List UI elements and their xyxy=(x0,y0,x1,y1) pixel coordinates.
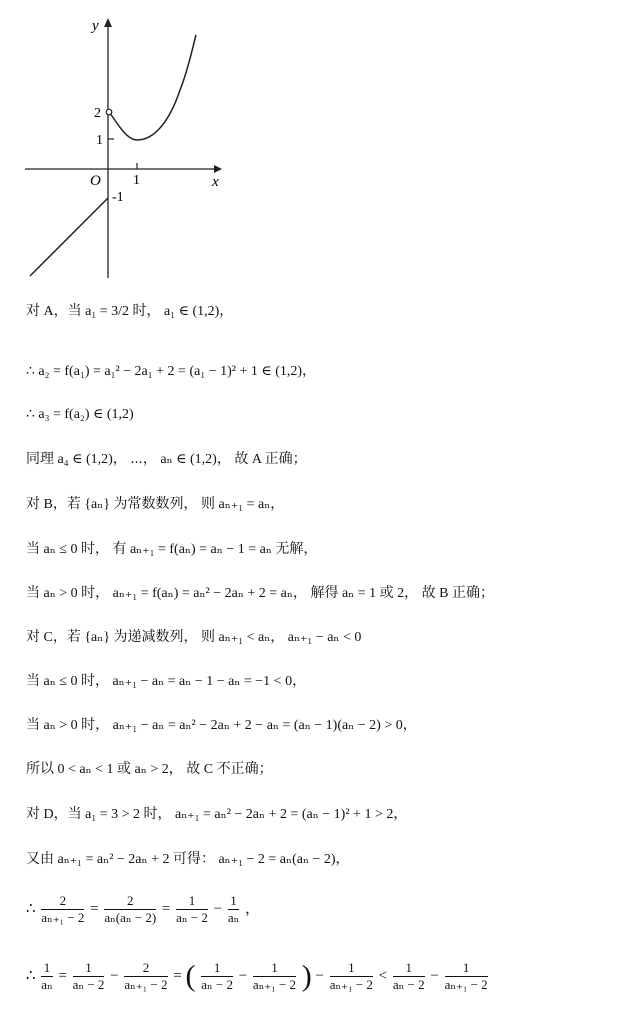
minus-sign: − xyxy=(110,967,119,984)
tick-label-y-2: 2 xyxy=(94,106,101,121)
solution-line-12: 对 D，当 a₁ = 3 > 2 时， aₙ₊₁ = aₙ² − 2aₙ + 2 = (aₙ − 1)² + 1 > 2， xyxy=(26,807,408,822)
solution-line-6: 当 aₙ ≤ 0 时， 有 aₙ₊₁ = f(aₙ) = aₙ − 1 = aₙ 无解， xyxy=(26,542,318,557)
fraction xyxy=(228,893,239,926)
right-paren: ) xyxy=(301,959,312,993)
fraction xyxy=(330,960,373,993)
y-axis-label: y xyxy=(92,18,99,34)
fraction xyxy=(445,960,488,993)
denominator: aₙ xyxy=(41,977,53,992)
origin-label: O xyxy=(90,173,101,189)
less-than-sign: < xyxy=(378,967,388,984)
function-graph xyxy=(20,10,240,285)
open-point xyxy=(106,109,112,115)
fraction-line-2 xyxy=(26,960,490,993)
fraction xyxy=(41,893,84,926)
numerator: 2 xyxy=(124,960,167,977)
fraction xyxy=(201,960,233,993)
tick-label-y-1: 1 xyxy=(96,133,103,148)
numerator: 1 xyxy=(330,960,373,977)
numerator: 1 xyxy=(228,893,239,910)
equals-sign: = xyxy=(173,967,182,984)
denominator: aₙ − 2 xyxy=(176,910,208,925)
denominator: aₙ₊₁ − 2 xyxy=(444,977,488,992)
solution-line-11: 所以 0 < aₙ < 1 或 aₙ > 2， 故 C 不正确； xyxy=(26,762,273,777)
solution-line-8: 对 C，若 {aₙ} 为递减数列， 则 aₙ₊₁ < aₙ， aₙ₊₁ − aₙ < 0 xyxy=(26,630,362,645)
numerator: 2 xyxy=(41,893,84,910)
numerator: 1 xyxy=(176,893,208,910)
solution-line-13: 又由 aₙ₊₁ = aₙ² − 2aₙ + 2 可得： aₙ₊₁ − 2 = aₙ(aₙ − 2)， xyxy=(26,852,350,867)
therefore-symbol: ∴ xyxy=(26,967,36,984)
solution-line-10: 当 aₙ > 0 时， aₙ₊₁ − aₙ = aₙ² − 2aₙ + 2 − aₙ = (aₙ − 1)(aₙ − 2) > 0， xyxy=(26,718,417,733)
numerator: 1 xyxy=(41,960,52,977)
minus-sign: − xyxy=(430,967,439,984)
denominator: aₙ − 2 xyxy=(201,977,233,992)
denominator: aₙ(aₙ − 2) xyxy=(104,910,157,925)
numerator: 1 xyxy=(445,960,488,977)
denominator: aₙ − 2 xyxy=(72,977,105,992)
fraction xyxy=(253,960,296,993)
numerator: 1 xyxy=(253,960,296,977)
parabola-curve xyxy=(110,35,196,140)
x-axis-arrow xyxy=(214,165,222,173)
denominator: aₙ₊₁ − 2 xyxy=(252,977,297,992)
numerator: 2 xyxy=(104,893,156,910)
denominator: aₙ₊₁ − 2 xyxy=(41,910,85,925)
solution-line-1: 对 A，当 a₁ = 3/2 时， a₁ ∈ (1,2)， xyxy=(26,304,234,319)
equals-sign: = xyxy=(58,967,67,984)
fraction-line-1 xyxy=(26,893,260,926)
numerator: 1 xyxy=(393,960,425,977)
denominator: aₙ₊₁ − 2 xyxy=(329,977,373,992)
minus-sign: − xyxy=(315,967,325,984)
denominator: aₙ − 2 xyxy=(392,977,425,992)
left-paren: ( xyxy=(185,959,196,993)
equals-sign: = xyxy=(161,900,171,917)
fraction xyxy=(393,960,425,993)
y-axis-arrow xyxy=(104,18,112,27)
minus-sign: − xyxy=(238,967,248,984)
fraction xyxy=(104,893,156,926)
fraction xyxy=(73,960,105,993)
numerator: 1 xyxy=(73,960,105,977)
fraction xyxy=(124,960,167,993)
denominator: aₙ xyxy=(227,910,240,925)
x-axis-label: x xyxy=(212,174,219,190)
tick-label-x-1: 1 xyxy=(133,173,140,188)
equals-sign: = xyxy=(90,900,99,917)
fraction xyxy=(41,960,52,993)
comma: ， xyxy=(245,900,261,917)
solution-line-7: 当 aₙ > 0 时， aₙ₊₁ = f(aₙ) = aₙ² − 2aₙ + 2 = aₙ， 解得 aₙ = 1 或 2， 故 B 正确； xyxy=(26,586,494,601)
numerator: 1 xyxy=(201,960,233,977)
fraction xyxy=(176,893,208,926)
solution-line-4: 同理 a₄ ∈ (1,2)， ⋯， aₙ ∈ (1,2)， 故 A 正确； xyxy=(26,452,307,467)
minus-sign: − xyxy=(213,900,223,917)
linear-segment xyxy=(30,198,108,276)
therefore-symbol: ∴ xyxy=(26,900,36,917)
solution-line-9: 当 aₙ ≤ 0 时， aₙ₊₁ − aₙ = aₙ − 1 − aₙ = −1 < 0， xyxy=(26,674,307,689)
solution-line-2: ∴ a₂ = f(a₁) = a₁² − 2a₁ + 2 = (a₁ − 1)² + 1 ∈ (1,2)， xyxy=(26,364,317,379)
solution-line-3: ∴ a₃ = f(a₂) ∈ (1,2) xyxy=(26,407,134,422)
denominator: aₙ₊₁ − 2 xyxy=(124,977,168,992)
tick-label-y-neg1: -1 xyxy=(112,190,124,205)
solution-line-5: 对 B，若 {aₙ} 为常数数列， 则 aₙ₊₁ = aₙ， xyxy=(26,497,285,512)
